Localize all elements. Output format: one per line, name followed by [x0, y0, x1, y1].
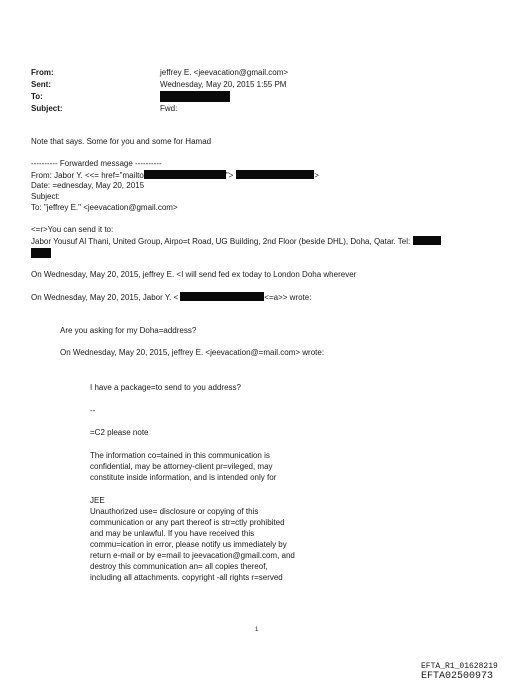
- forwarded-date: Date: =ednesday, May 20, 2015: [31, 181, 145, 190]
- from-value: jeffrey E. <jeevacation@gmail.com>: [160, 68, 289, 77]
- quote-line-2: [31, 292, 311, 303]
- page-number: 1: [255, 627, 259, 633]
- footer-id-2: EFTA02500973: [421, 671, 494, 682]
- jee-line: JEE: [90, 496, 105, 505]
- signature-dashes: --: [90, 406, 96, 415]
- sent-value: Wednesday, May 20, 2015 1:55 PM: [160, 80, 287, 89]
- email-redaction: [144, 170, 226, 179]
- forwarded-from-line: [31, 170, 319, 181]
- disclaimer-line: Unauthorized use= disclosure or copying of this: [90, 507, 259, 516]
- send-it-line: <=r>You can send it to:: [31, 225, 114, 234]
- address-line: [31, 236, 441, 247]
- nested-quote-header: On Wednesday, May 20, 2015, jeffrey E. <jeevacation@=mail.com> wrote:: [60, 348, 325, 357]
- sent-label: Sent:: [31, 80, 51, 89]
- disclaimer-line: commu=ication in error, please notify us immediately by: [90, 540, 287, 549]
- disclaimer-line: confidential, may be attorney-client pr=vileged, may: [90, 462, 273, 471]
- email-redaction: [236, 170, 314, 179]
- disclaimer-line: return e-mail or by e=mail to jeevacation@gmail.com, and: [90, 551, 295, 560]
- doha-question: Are you asking for my Doha=address?: [60, 326, 197, 335]
- forwarded-heading: ---------- Forwarded message ----------: [31, 159, 162, 168]
- disclaimer-line: The information co=tained in this communication is: [90, 451, 270, 460]
- quote-line-2-prefix: On Wednesday, May 20, 2015, Jabor Y. <: [31, 293, 179, 302]
- to-label: To:: [31, 92, 43, 101]
- forwarded-to: To: "jeffrey E." <jeevacation@gmail.com>: [31, 203, 178, 212]
- subject-label: Subject:: [31, 104, 63, 113]
- footer-id-1: EFTA_R1_01628219: [421, 662, 498, 671]
- please-note-line: =C2 please note: [90, 428, 149, 437]
- subject-value: Fwd:: [160, 104, 178, 113]
- intro-text: Note that says. Some for you and some for Hamad: [31, 137, 212, 146]
- forwarded-subject: Subject:: [31, 192, 60, 201]
- address-text: Jabor Yousuf Al Thani, United Group, Airpo=t Road, UG Building, 2nd Floor (beside DHL), Doha, Qatar. Tel:: [31, 237, 411, 246]
- disclaimer-line: communication or any part thereof is str=ctly prohibited: [90, 518, 285, 527]
- disclaimer-line: including all attachments. copyright -all rights r=served: [90, 573, 283, 582]
- from-label: From:: [31, 68, 54, 77]
- quote-line-1: On Wednesday, May 20, 2015, jeffrey E. <I will send fed ex today to London Doha wherever: [31, 270, 357, 279]
- disclaimer-line: destroy this communication an= all copies thereof,: [90, 562, 268, 571]
- phone-redaction: [413, 236, 441, 245]
- forwarded-from-prefix: From: Jabor Y. <<= href="mailto: [31, 171, 144, 180]
- disclaimer-line: and may be unlawful. If you have received this: [90, 529, 255, 538]
- disclaimer-line: constitute inside information, and is intended only for: [90, 473, 277, 482]
- forwarded-from-end: >: [314, 171, 320, 180]
- forwarded-from-mid: ">: [225, 171, 234, 180]
- email-redaction: [180, 292, 264, 301]
- package-question: I have a package=to send to you address?: [90, 383, 241, 392]
- quote-line-2-suffix: <=a>> wrote:: [264, 293, 312, 302]
- to-redaction: [160, 91, 230, 102]
- phone-redaction-continued: [31, 248, 51, 258]
